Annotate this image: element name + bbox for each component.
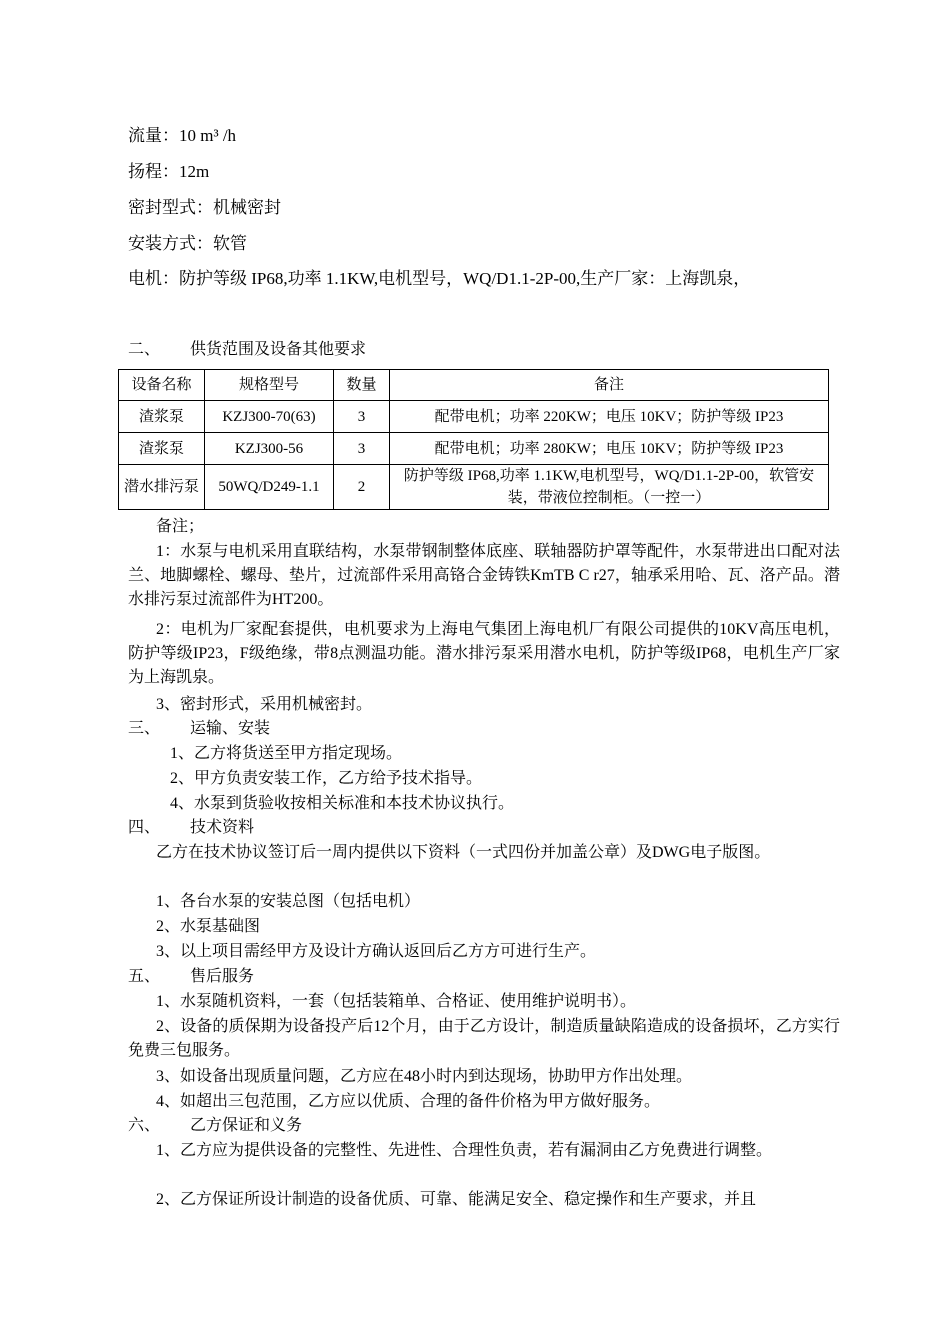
section-3-heading xyxy=(128,717,270,741)
section-title: 售后服务 xyxy=(190,968,255,985)
section-title: 技术资料 xyxy=(190,819,255,836)
section-2-heading xyxy=(128,338,366,362)
quantity-cell: 2 xyxy=(334,465,390,510)
table-header-cell: 备注 xyxy=(390,370,829,401)
section-4-item-1: 1、各台水泵的安装总图（包括电机） xyxy=(156,893,421,910)
remark-cell: 配带电机；功率 220KW；电压 10KV；防护等级 IP23 xyxy=(390,401,829,433)
equipment-name-cell: 潜水排污泵 xyxy=(119,465,205,510)
note-3: 3、密封形式，采用机械密封。 xyxy=(156,696,373,713)
section-4-intro: 乙方在技术协议签订后一周内提供以下资料（一式四份并加盖公章）及DWG电子版图。 xyxy=(156,844,771,861)
quantity-cell: 3 xyxy=(334,433,390,465)
model-cell: 50WQ/D249-1.1 xyxy=(205,465,334,510)
table-row xyxy=(119,401,829,433)
remark-cell: 防护等级 IP68,功率 1.1KW,电机型号，WQ/D1.1-2P-00，软管安装，带液位控制柜。（一控一） xyxy=(390,465,829,510)
section-6-item-2: 2、乙方保证所设计制造的设备优质、可靠、能满足安全、稳定操作和生产要求，并且 xyxy=(156,1191,757,1208)
table-header-cell: 设备名称 xyxy=(119,370,205,401)
table-row xyxy=(119,433,829,465)
notes-label: 备注； xyxy=(156,518,205,535)
equipment-name-cell: 渣浆泵 xyxy=(119,433,205,465)
section-6-heading xyxy=(128,1114,302,1138)
equipment-name-cell: 渣浆泵 xyxy=(119,401,205,433)
remark-cell: 配带电机；功率 280KW；电压 10KV；防护等级 IP23 xyxy=(390,433,829,465)
section-number: 五、 xyxy=(128,968,161,985)
spec-head: 扬程：12m xyxy=(128,162,210,181)
model-cell: KZJ300-56 xyxy=(205,433,334,465)
section-6-item-1: 1、乙方应为提供设备的完整性、先进性、合理性负责，若有漏洞由乙方免费进行调整。 xyxy=(156,1142,773,1159)
section-number: 二、 xyxy=(128,341,161,358)
section-5-item-2: 2、设备的质保期为设备投产后12个月，由于乙方设计，制造质量缺陷造成的设备损坏，乙方实行免费三包服务。 xyxy=(128,1018,840,1059)
spec-seal: 密封型式：机械密封 xyxy=(128,198,281,217)
quantity-cell: 3 xyxy=(334,401,390,433)
spec-flow: 流量：10 m³ /h xyxy=(128,126,237,145)
note-2: 2：电机为厂家配套提供，电机要求为上海电气集团上海电机厂有限公司提供的10KV高压电机，防护等级IP23，F级绝缘，带8点测温功能。潜水排污泵采用潜水电机，防护等级IP68，电机生产厂家为上海凯泉。 xyxy=(128,621,840,686)
section-title: 供货范围及设备其他要求 xyxy=(190,341,367,358)
spec-install: 安装方式：软管 xyxy=(128,234,247,253)
section-5-item-4: 4、如超出三包范围，乙方应以优质、合理的备件价格为甲方做好服务。 xyxy=(156,1093,661,1110)
section-4-item-2: 2、水泵基础图 xyxy=(156,918,261,935)
equipment-table xyxy=(118,369,829,510)
section-3-item-2: 2、甲方负责安装工作，乙方给予技术指导。 xyxy=(170,770,483,787)
section-4-heading xyxy=(128,816,254,840)
section-number: 四、 xyxy=(128,819,161,836)
section-5-item-1: 1、水泵随机资料，一套（包括装箱单、合格证、使用维护说明书）。 xyxy=(156,993,637,1010)
section-4-item-3: 3、以上项目需经甲方及设计方确认返回后乙方方可进行生产。 xyxy=(156,943,597,960)
model-cell: KZJ300-70(63) xyxy=(205,401,334,433)
table-header-row xyxy=(119,370,829,401)
spec-motor: 电机：防护等级 IP68,功率 1.1KW,电机型号，WQ/D1.1-2P-00,生产厂家：上海凯泉， xyxy=(128,269,751,288)
section-number: 三、 xyxy=(128,720,161,737)
section-3-item-3: 4、水泵到货验收按相关标准和本技术协议执行。 xyxy=(170,795,515,812)
section-title: 乙方保证和义务 xyxy=(190,1117,303,1134)
section-5-item-3: 3、如设备出现质量问题，乙方应在48小时内到达现场，协助甲方作出处理。 xyxy=(156,1068,693,1085)
section-title: 运输、安装 xyxy=(190,720,271,737)
section-3-item-1: 1、乙方将货送至甲方指定现场。 xyxy=(170,745,403,762)
note-1: 1：水泵与电机采用直联结构，水泵带钢制整体底座、联轴器防护罩等配件，水泵带进出口配对法兰、地脚螺栓、螺母、垫片，过流部件采用高铬合金铸铁KmTB C r27，轴承采用哈、瓦、洛产品。潜水排污泵过流部件为HT200。 xyxy=(128,543,840,608)
table-row xyxy=(119,465,829,510)
section-number: 六、 xyxy=(128,1117,161,1134)
section-5-heading xyxy=(128,965,254,989)
table-header-cell: 规格型号 xyxy=(205,370,334,401)
table-header-cell: 数量 xyxy=(334,370,390,401)
